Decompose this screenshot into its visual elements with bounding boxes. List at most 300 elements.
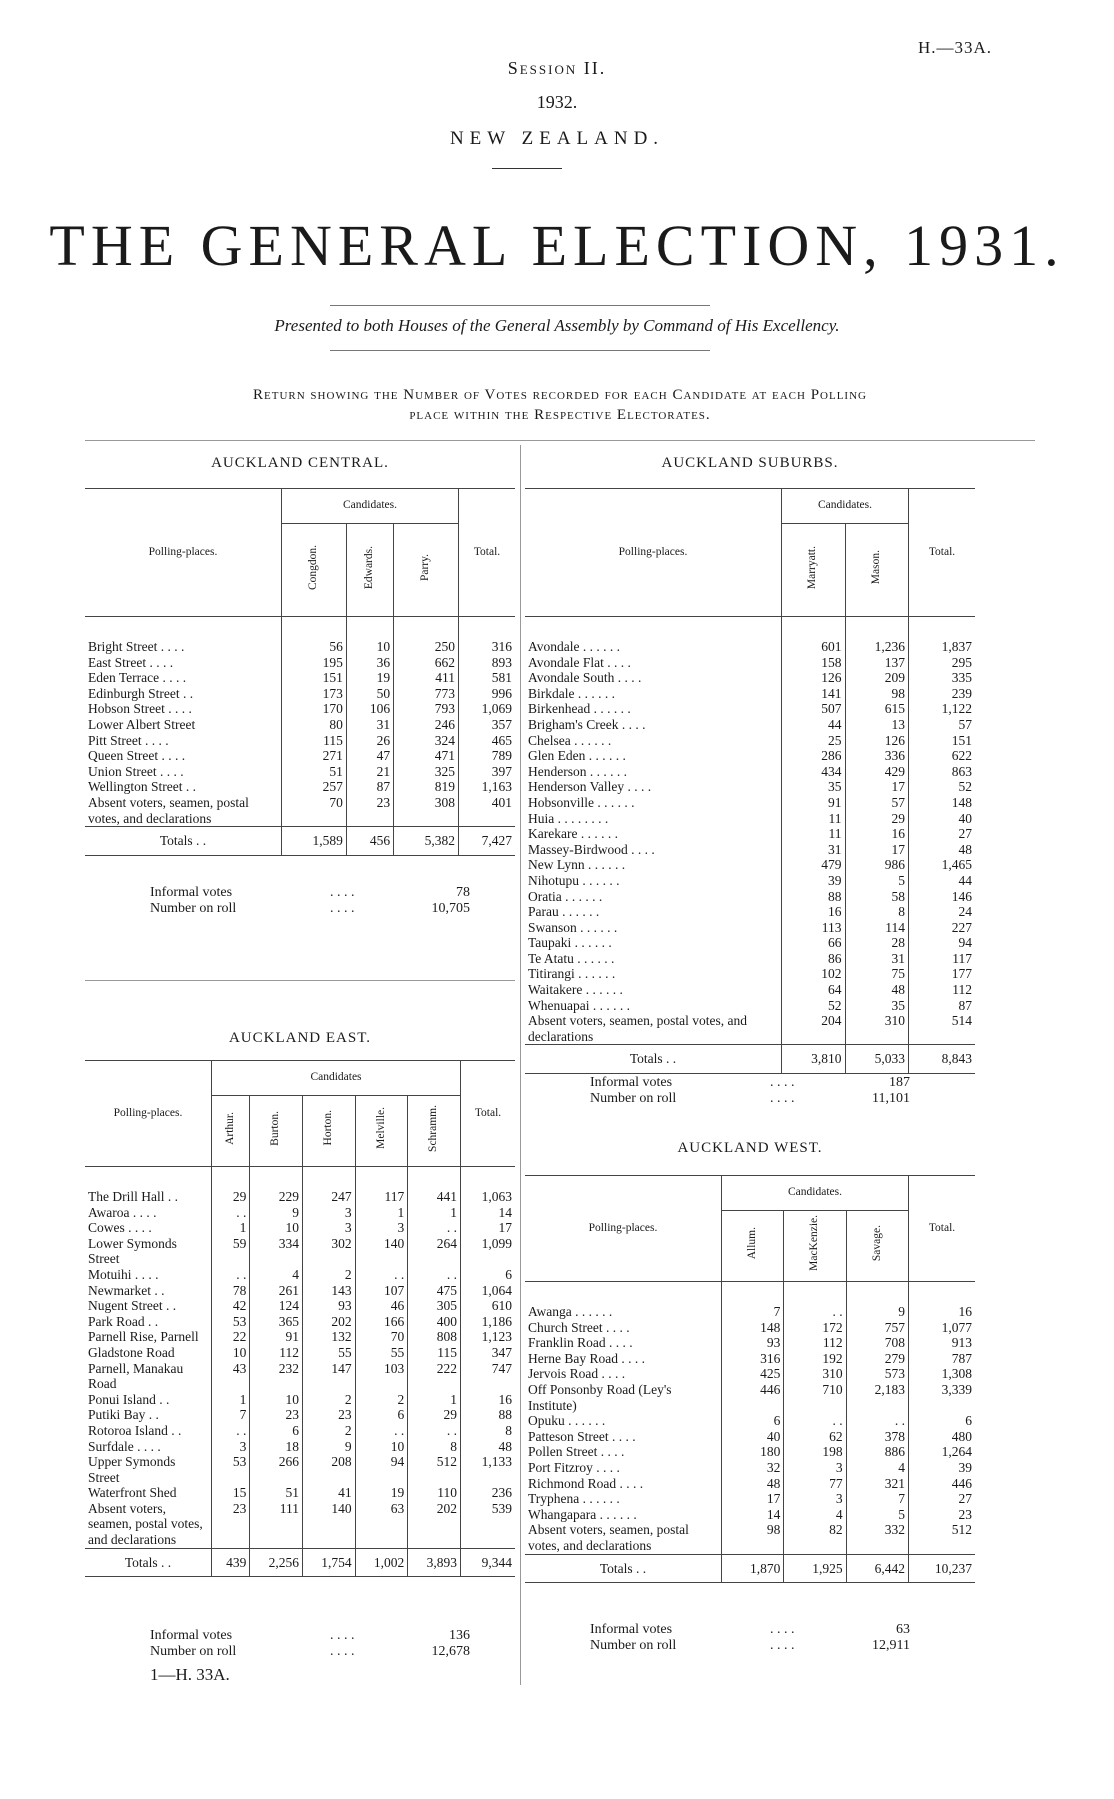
polling-place-name: Whangapara . . . . . . xyxy=(528,1506,637,1522)
table-row xyxy=(525,1444,975,1460)
polling-place-name: Birkenhead . . . . . . xyxy=(528,701,631,717)
roll-value: 10,705 xyxy=(431,901,470,916)
vote-count: 78 xyxy=(212,1283,250,1299)
return-line-1: Return showing the Number of Votes recorded for each Candidate at each Polling xyxy=(253,387,867,403)
vote-count: 302 xyxy=(303,1236,356,1267)
polling-place-name: Chelsea . . . . . . xyxy=(528,732,612,748)
table-row xyxy=(525,1522,975,1554)
polling-place-name: Absent voters, seamen, postal votes, and declarations xyxy=(528,1522,689,1553)
vote-count: 266 xyxy=(250,1454,303,1485)
polling-place-name: Port Fitzroy . . . . xyxy=(528,1459,620,1475)
vote-count: 43 xyxy=(212,1361,250,1392)
roll-label: Number on roll xyxy=(590,1638,677,1653)
polling-place-name: Parnell Rise, Parnell xyxy=(88,1329,199,1345)
row-total: 1,069 xyxy=(459,701,516,717)
polling-place-name: Gladstone Road xyxy=(88,1344,175,1360)
polling-place-name: Absent voters, seamen, postal votes, and declarations xyxy=(528,1013,747,1044)
polling-place-name: Opuku . . . . . . xyxy=(528,1413,606,1429)
row-total: 539 xyxy=(461,1501,516,1548)
candidate-header: Savage. xyxy=(846,1211,908,1282)
table-row xyxy=(525,764,975,780)
vote-count: 35 xyxy=(782,779,846,795)
row-total: 295 xyxy=(909,655,976,671)
vote-count: . . xyxy=(355,1267,408,1283)
vote-count: 264 xyxy=(408,1236,461,1267)
vote-count: 31 xyxy=(845,951,909,967)
informal-label: Informal votes xyxy=(150,1628,233,1643)
table-row xyxy=(85,748,515,764)
grand-total: 10,237 xyxy=(909,1554,976,1583)
country-label: NEW ZEALAND. xyxy=(449,128,665,149)
polling-place-name: Eden Terrace . . . . xyxy=(88,670,187,686)
polling-place-name: Hobson Street . . . . xyxy=(88,701,192,717)
row-total: 789 xyxy=(459,748,516,764)
vote-count: 148 xyxy=(722,1320,784,1336)
table-row xyxy=(525,811,975,827)
vote-count: 26 xyxy=(346,733,393,749)
divider xyxy=(330,350,710,351)
vote-count: 316 xyxy=(722,1351,784,1367)
polling-place-name: Tryphena . . . . . . xyxy=(528,1491,620,1507)
table-row xyxy=(85,670,515,686)
roll-label: Number on roll xyxy=(150,1644,237,1659)
candidates-header: Candidates xyxy=(212,1061,461,1096)
table-row xyxy=(525,1351,975,1367)
table-row xyxy=(85,1205,515,1221)
vote-count: 19 xyxy=(346,670,393,686)
candidate-header: Melville. xyxy=(355,1096,408,1167)
totals-label: Totals . . xyxy=(85,827,282,856)
vote-count: 8 xyxy=(408,1439,461,1455)
polling-place-name: Absent voters, seamen, postal votes, and declarations xyxy=(88,1500,203,1548)
polling-place-name: The Drill Hall . . xyxy=(88,1189,178,1204)
vote-count: 172 xyxy=(784,1320,846,1336)
row-total: 177 xyxy=(909,966,976,982)
table-row xyxy=(85,1298,515,1314)
vote-count: 107 xyxy=(355,1283,408,1299)
vote-count: 378 xyxy=(846,1429,908,1445)
vote-count: 7 xyxy=(212,1407,250,1423)
row-total: 1,099 xyxy=(461,1236,516,1267)
polling-place-name: Parau . . . . . . xyxy=(528,904,600,920)
vote-count: 23 xyxy=(303,1407,356,1423)
polling-place-name: Waterfront Shed xyxy=(88,1485,177,1501)
polling-places-header: Polling-places. xyxy=(85,489,282,617)
vote-count: 173 xyxy=(282,686,347,702)
vote-count: 808 xyxy=(408,1329,461,1345)
candidate-total: 1,589 xyxy=(282,827,347,856)
candidates-header: Candidates. xyxy=(782,489,909,524)
polling-place-name: Whenuapai . . . . . . xyxy=(528,997,630,1013)
row-total: 14 xyxy=(461,1205,516,1221)
polling-place-name: Massey-Birdwood . . . . xyxy=(528,841,655,857)
vote-count: 708 xyxy=(846,1335,908,1351)
table-row xyxy=(85,1454,515,1485)
vote-count: 305 xyxy=(408,1298,461,1314)
row-total: 39 xyxy=(909,1460,976,1476)
polling-place-name: Brigham's Creek . . . . xyxy=(528,716,646,732)
vote-count: 111 xyxy=(250,1501,303,1548)
vote-count: . . xyxy=(784,1413,846,1429)
row-total: 480 xyxy=(909,1429,976,1445)
candidate-header: Allum. xyxy=(722,1211,784,1282)
table-row xyxy=(85,1439,515,1455)
row-total: 397 xyxy=(459,764,516,780)
table-row xyxy=(85,655,515,671)
vote-count: 140 xyxy=(303,1501,356,1548)
vote-count: 91 xyxy=(782,795,846,811)
table-row xyxy=(525,733,975,749)
vote-count: . . xyxy=(408,1220,461,1236)
vote-count: 22 xyxy=(212,1329,250,1345)
session-label: Session II. xyxy=(507,58,607,78)
candidate-total: 439 xyxy=(212,1548,250,1577)
vote-count: 10 xyxy=(250,1220,303,1236)
row-total: 44 xyxy=(909,873,976,889)
vote-count: 3 xyxy=(303,1205,356,1221)
vote-count: 6 xyxy=(722,1413,784,1429)
vote-count: 98 xyxy=(845,686,909,702)
vote-count: 441 xyxy=(408,1167,461,1205)
candidate-header: Edwards. xyxy=(346,524,393,617)
vote-count: 29 xyxy=(408,1407,461,1423)
row-total: 622 xyxy=(909,748,976,764)
vote-count: 29 xyxy=(212,1167,250,1205)
vote-count: 229 xyxy=(250,1167,303,1205)
row-total: 1,308 xyxy=(909,1366,976,1382)
table-row xyxy=(85,733,515,749)
row-total: 16 xyxy=(461,1392,516,1408)
table-row xyxy=(525,935,975,951)
vote-count: 46 xyxy=(355,1298,408,1314)
candidate-total: 456 xyxy=(346,827,393,856)
polling-place-name: Parnell, Manakau Road xyxy=(88,1360,184,1392)
table-row xyxy=(525,1491,975,1507)
polling-place-name: Avondale . . . . . . xyxy=(528,639,620,654)
vote-count: 126 xyxy=(845,733,909,749)
row-total: 446 xyxy=(909,1476,976,1492)
vote-count: 23 xyxy=(250,1407,303,1423)
row-total: 1,465 xyxy=(909,857,976,873)
vote-count: 23 xyxy=(212,1501,250,1548)
candidate-total: 1,754 xyxy=(303,1548,356,1577)
polling-place-name: Off Ponsonby Road (Ley's Institute) xyxy=(528,1381,672,1413)
vote-count: 1 xyxy=(212,1392,250,1408)
table-row xyxy=(525,670,975,686)
polling-place-name: Waitakere . . . . . . xyxy=(528,982,623,998)
candidate-total: 6,442 xyxy=(846,1554,908,1583)
row-total: 335 xyxy=(909,670,976,686)
vote-count: 286 xyxy=(782,748,846,764)
row-total: 23 xyxy=(909,1507,976,1523)
vote-count: 195 xyxy=(282,655,347,671)
polling-place-name: Upper Symonds Street xyxy=(88,1454,176,1485)
row-total: 40 xyxy=(909,811,976,827)
vote-count: 19 xyxy=(355,1485,408,1501)
vote-count: 615 xyxy=(845,701,909,717)
vote-count: 147 xyxy=(303,1361,356,1392)
row-total: 316 xyxy=(459,617,516,655)
polling-place-name: Richmond Road . . . . xyxy=(528,1475,644,1491)
vote-count: 11 xyxy=(782,826,846,842)
vote-count: 10 xyxy=(250,1392,303,1408)
table-row xyxy=(85,1267,515,1283)
vote-count: . . xyxy=(212,1205,250,1221)
vote-count: 17 xyxy=(722,1491,784,1507)
vote-count: 3 xyxy=(212,1439,250,1455)
vote-count: 32 xyxy=(722,1460,784,1476)
vote-count: 202 xyxy=(408,1501,461,1548)
vote-count: 51 xyxy=(250,1485,303,1501)
polling-place-name: Surfdale . . . . xyxy=(88,1438,161,1454)
roll-value: 11,101 xyxy=(872,1091,910,1106)
vote-count: 166 xyxy=(355,1314,408,1330)
total-header: Total. xyxy=(909,1176,976,1282)
vote-count: 98 xyxy=(722,1522,784,1554)
row-total: 6 xyxy=(909,1413,976,1429)
row-total: 893 xyxy=(459,655,516,671)
vote-count: 58 xyxy=(845,889,909,905)
polling-place-name: Glen Eden . . . . . . xyxy=(528,748,626,764)
year-label: 1932. xyxy=(536,92,578,112)
vote-count: 9 xyxy=(303,1439,356,1455)
vote-count: 16 xyxy=(845,826,909,842)
row-total: 57 xyxy=(909,717,976,733)
table-row xyxy=(525,1320,975,1336)
vote-count: 425 xyxy=(722,1366,784,1382)
leader-dots: . . . . xyxy=(330,901,355,916)
leader-dots: . . . . xyxy=(770,1091,795,1106)
table-row xyxy=(525,1366,975,1382)
informal-label: Informal votes xyxy=(590,1622,673,1637)
vote-count: 308 xyxy=(394,795,459,827)
row-total: 17 xyxy=(461,1220,516,1236)
vote-count: 11 xyxy=(782,811,846,827)
row-total: 747 xyxy=(461,1361,516,1392)
vote-count: 57 xyxy=(845,795,909,811)
vote-count: 93 xyxy=(722,1335,784,1351)
polling-place-name: Park Road . . xyxy=(88,1313,159,1329)
vote-count: 2 xyxy=(355,1392,408,1408)
polling-places-header: Polling-places. xyxy=(525,1176,722,1282)
row-total: 357 xyxy=(459,717,516,733)
vote-count: 102 xyxy=(782,966,846,982)
vote-count: 5 xyxy=(846,1507,908,1523)
vote-count: 573 xyxy=(846,1366,908,1382)
vote-count: 106 xyxy=(346,701,393,717)
vote-count: 66 xyxy=(782,935,846,951)
vote-count: 198 xyxy=(784,1444,846,1460)
vote-count: 257 xyxy=(282,779,347,795)
candidate-total: 5,033 xyxy=(845,1045,909,1074)
row-total: 94 xyxy=(909,935,976,951)
vote-count: 50 xyxy=(346,686,393,702)
table-row xyxy=(85,1361,515,1392)
table-row xyxy=(525,920,975,936)
vote-count: 55 xyxy=(355,1345,408,1361)
row-total: 1,123 xyxy=(461,1329,516,1345)
vote-count: . . xyxy=(846,1413,908,1429)
vote-count: 132 xyxy=(303,1329,356,1345)
totals-row xyxy=(85,827,515,856)
vote-count: 47 xyxy=(346,748,393,764)
candidate-total: 2,256 xyxy=(250,1548,303,1577)
vote-count: 53 xyxy=(212,1454,250,1485)
vote-count: 41 xyxy=(303,1485,356,1501)
informal-label: Informal votes xyxy=(150,885,233,900)
table-row xyxy=(525,951,975,967)
vote-count: 507 xyxy=(782,701,846,717)
row-total: 863 xyxy=(909,764,976,780)
vote-count: 209 xyxy=(845,670,909,686)
row-total: 3,339 xyxy=(909,1382,976,1413)
polling-place-name: Queen Street . . . . xyxy=(88,748,186,764)
leader-dots: . . . . xyxy=(770,1622,795,1637)
table-row xyxy=(525,1282,975,1320)
leader-dots: . . . . xyxy=(330,1628,355,1643)
vote-count: 29 xyxy=(845,811,909,827)
vote-count: . . xyxy=(355,1423,408,1439)
polling-place-name: Wellington Street . . xyxy=(88,779,197,795)
table-row xyxy=(525,655,975,671)
vote-count: 151 xyxy=(282,670,347,686)
candidate-header: Horton. xyxy=(303,1096,356,1167)
table-row xyxy=(525,1429,975,1445)
polling-place-name: Motuihi . . . . xyxy=(88,1266,159,1282)
table-row xyxy=(525,826,975,842)
vote-count: 14 xyxy=(722,1507,784,1523)
section-title-auckland-west: AUCKLAND WEST. xyxy=(677,1140,823,1156)
polling-place-name: Putiki Bay . . xyxy=(88,1407,159,1423)
vote-count: 36 xyxy=(346,655,393,671)
polling-place-name: Nihotupu . . . . . . xyxy=(528,872,620,888)
divider xyxy=(492,168,562,169)
row-total: 227 xyxy=(909,920,976,936)
vote-count: 246 xyxy=(394,717,459,733)
row-total: 239 xyxy=(909,686,976,702)
section-title-auckland-suburbs: AUCKLAND SUBURBS. xyxy=(661,455,839,471)
polling-place-name: Nugent Street . . xyxy=(88,1298,177,1314)
polling-place-name: Birkdale . . . . . . xyxy=(528,685,615,701)
auckland-west-summary xyxy=(590,1622,910,1654)
vote-count: 103 xyxy=(355,1361,408,1392)
row-total: 88 xyxy=(461,1407,516,1423)
vote-count: 88 xyxy=(782,889,846,905)
table-row xyxy=(85,1423,515,1439)
row-total: 146 xyxy=(909,889,976,905)
table-row xyxy=(525,842,975,858)
candidate-total: 1,925 xyxy=(784,1554,846,1583)
table-row xyxy=(525,857,975,873)
vote-count: 434 xyxy=(782,764,846,780)
vote-count: 80 xyxy=(282,717,347,733)
row-total: 1,064 xyxy=(461,1283,516,1299)
vote-count: 446 xyxy=(722,1382,784,1413)
section-title-auckland-east: AUCKLAND EAST. xyxy=(228,1030,372,1046)
vote-count: 140 xyxy=(355,1236,408,1267)
column-divider xyxy=(520,445,521,1685)
total-header: Total. xyxy=(459,489,516,617)
polling-place-name: Avondale Flat . . . . xyxy=(528,654,631,670)
informal-value: 63 xyxy=(896,1622,910,1637)
table-row xyxy=(85,1329,515,1345)
polling-place-name: Jervois Road . . . . xyxy=(528,1366,626,1382)
row-total: 236 xyxy=(461,1485,516,1501)
polling-place-name: Bright Street . . . . xyxy=(88,639,185,654)
vote-count: 55 xyxy=(303,1345,356,1361)
polling-place-name: Edinburgh Street . . xyxy=(88,685,194,701)
vote-count: 247 xyxy=(303,1167,356,1205)
vote-count: 87 xyxy=(346,779,393,795)
vote-count: 113 xyxy=(782,920,846,936)
vote-count: 70 xyxy=(355,1329,408,1345)
row-total: 27 xyxy=(909,826,976,842)
vote-count: 208 xyxy=(303,1454,356,1485)
row-total: 1,063 xyxy=(461,1167,516,1205)
totals-row xyxy=(525,1045,975,1074)
vote-count: 180 xyxy=(722,1444,784,1460)
vote-count: 42 xyxy=(212,1298,250,1314)
table-row xyxy=(525,873,975,889)
polling-place-name: New Lynn . . . . . . xyxy=(528,857,626,873)
document-reference: H.—33A. xyxy=(917,38,992,57)
vote-count: 325 xyxy=(394,764,459,780)
vote-count: 6 xyxy=(250,1423,303,1439)
divider xyxy=(330,305,710,306)
table-row xyxy=(525,795,975,811)
polling-place-name: Lower Symonds Street xyxy=(88,1235,177,1267)
table-row xyxy=(85,686,515,702)
roll-value: 12,911 xyxy=(872,1638,910,1653)
vote-count: 25 xyxy=(782,733,846,749)
table-row xyxy=(85,1345,515,1361)
polling-place-name: Henderson . . . . . . xyxy=(528,763,627,779)
table-row xyxy=(85,701,515,717)
leader-dots: . . . . xyxy=(770,1075,795,1090)
vote-count: . . xyxy=(784,1282,846,1320)
vote-count: 793 xyxy=(394,701,459,717)
table-row xyxy=(525,686,975,702)
vote-count: 75 xyxy=(845,966,909,982)
vote-count: 886 xyxy=(846,1444,908,1460)
vote-count: 137 xyxy=(845,655,909,671)
row-total: 401 xyxy=(459,795,516,827)
vote-count: 232 xyxy=(250,1361,303,1392)
table-row xyxy=(525,889,975,905)
table-row xyxy=(525,1413,975,1429)
row-total: 151 xyxy=(909,733,976,749)
candidate-total: 1,870 xyxy=(722,1554,784,1583)
vote-count: 7 xyxy=(846,1491,908,1507)
auckland-central-summary xyxy=(150,885,470,917)
vote-count: 28 xyxy=(845,935,909,951)
polling-places-header: Polling-places. xyxy=(85,1061,212,1167)
vote-count: 365 xyxy=(250,1314,303,1330)
vote-count: 124 xyxy=(250,1298,303,1314)
polling-place-name: Oratia . . . . . . xyxy=(528,888,603,904)
informal-value: 136 xyxy=(449,1628,470,1643)
vote-count: 10 xyxy=(355,1439,408,1455)
vote-count: 471 xyxy=(394,748,459,764)
row-total: 610 xyxy=(461,1298,516,1314)
table-row xyxy=(525,998,975,1014)
vote-count: 86 xyxy=(782,951,846,967)
polling-place-name: Pitt Street . . . . xyxy=(88,732,169,748)
vote-count: 77 xyxy=(784,1476,846,1492)
polling-place-name: Avondale South . . . . xyxy=(528,670,642,686)
table-row xyxy=(525,1013,975,1045)
table-row xyxy=(85,617,515,655)
